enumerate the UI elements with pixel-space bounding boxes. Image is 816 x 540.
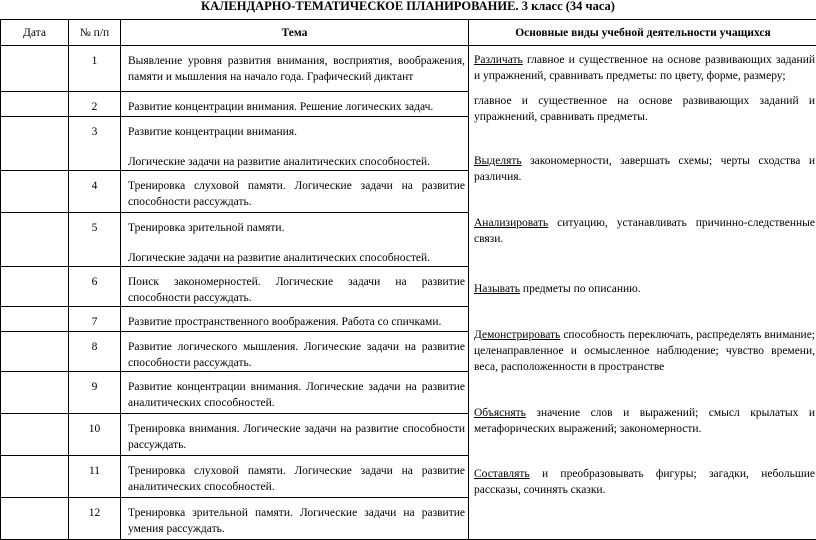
- topic-text: Развитие концентрации внимания. Решение логических задач.: [128, 99, 465, 115]
- date-cell: [1, 498, 69, 540]
- activity-text: и преобразовывать фигуры; загадки, небольшие рассказы, сочинять сказки.: [474, 468, 815, 496]
- lesson-number: 5: [69, 213, 121, 267]
- activity-verb: Составлять: [474, 468, 530, 480]
- date-cell: [1, 456, 69, 498]
- lesson-number: 3: [69, 117, 121, 171]
- topic-text: Развитие концентрации внимания. Логические задачи на развитие аналитических способностей.: [128, 379, 465, 411]
- lesson-topic: [121, 456, 469, 498]
- lesson-topic: [121, 332, 469, 372]
- date-cell: [1, 372, 69, 414]
- date-cell: [1, 46, 69, 92]
- date-cell: [1, 117, 69, 171]
- lesson-number: 11: [69, 456, 121, 498]
- activity-text: главное и существенное на основе развивающих заданий и упражнений, сравнивать предметы.: [474, 95, 815, 123]
- date-cell: [1, 267, 69, 307]
- lesson-topic: [121, 171, 469, 213]
- activity-verb: Демонстрировать: [474, 329, 560, 341]
- activity-text: ситуацию, устанавливать причинно-следственные связи.: [474, 217, 815, 245]
- topic-text: Развитие концентрации внимания.: [128, 124, 465, 140]
- lesson-topic: [121, 117, 469, 171]
- activity-item: [474, 466, 815, 498]
- activity-item: [474, 281, 815, 297]
- activity-verb: Называть: [474, 283, 520, 295]
- activity-item: [474, 93, 815, 125]
- date-cell: [1, 92, 69, 117]
- lesson-number: 9: [69, 372, 121, 414]
- activity-text: предметы по описанию.: [520, 283, 641, 295]
- activity-text: способность переключать, распределять внимание; целенаправленное и осмысленное наблюдение; чувство времени, веса, расположенности в пространстве: [474, 329, 815, 373]
- topic-text-secondary: Логические задачи на развитие аналитических способностей.: [128, 154, 465, 170]
- lesson-number: 4: [69, 171, 121, 213]
- lesson-number: 8: [69, 332, 121, 372]
- activity-text: значение слов и выражений; смысл крылатых и метафорических выражений; закономерности.: [474, 407, 815, 435]
- date-cell: [1, 414, 69, 456]
- topic-text: Выявление уровня развития внимания, восприятия, воображения, памяти и мышления на начало года. Графический диктант: [128, 53, 465, 85]
- activity-verb: Различать: [474, 54, 523, 66]
- topic-text: Развитие логического мышления. Логические задачи на развитие способности рассуждать.: [128, 339, 465, 371]
- topic-text: Тренировка зрительной памяти. Логические задачи на развитие умения рассуждать.: [128, 505, 465, 537]
- lesson-number: 10: [69, 414, 121, 456]
- lesson-topic: [121, 92, 469, 117]
- topic-text: Тренировка слуховой памяти. Логические задачи на развитие аналитических способностей.: [128, 463, 465, 495]
- topic-text: Тренировка внимания. Логические задачи на развитие способности рассуждать.: [128, 421, 465, 453]
- lesson-topic: [121, 372, 469, 414]
- topic-text: Развитие пространственного воображения. Работа со спичками.: [128, 314, 465, 330]
- date-cell: [1, 332, 69, 372]
- activity-verb: Объяснять: [474, 407, 526, 419]
- lesson-topic: [121, 267, 469, 307]
- page-title: КАЛЕНДАРНО-ТЕМАТИЧЕСКОЕ ПЛАНИРОВАНИЕ. 3 класс (34 часа): [0, 0, 816, 13]
- topic-text: Тренировка слуховой памяти. Логические задачи на развитие способности рассуждать.: [128, 178, 465, 210]
- lesson-number: 1: [69, 46, 121, 92]
- activity-item: [474, 215, 815, 247]
- plan-table: [0, 19, 816, 540]
- header-topic: Тема: [121, 20, 469, 46]
- activity-text: главное и существенное на основе развивающих заданий и упражнений, сравнивать предметы: по цвету, форме, размеру;: [474, 54, 815, 82]
- table-row: [1, 46, 816, 92]
- lesson-topic: [121, 213, 469, 267]
- activities-cell: [469, 46, 816, 540]
- activity-item: [474, 153, 815, 185]
- lesson-number: 7: [69, 307, 121, 332]
- topic-text-secondary: Логические задачи на развитие аналитических способностей.: [128, 250, 465, 266]
- lesson-topic: [121, 414, 469, 456]
- lesson-topic: [121, 307, 469, 332]
- activity-text: закономерности, завершать схемы; черты сходства и различия.: [474, 155, 815, 183]
- topic-text: Поиск закономерностей. Логические задачи на развитие способности рассуждать.: [128, 274, 465, 306]
- lesson-topic: [121, 498, 469, 540]
- topic-text: Тренировка зрительной памяти.: [128, 220, 465, 236]
- lesson-topic: [121, 46, 469, 92]
- lesson-number: 12: [69, 498, 121, 540]
- date-cell: [1, 307, 69, 332]
- header-number: № п/п: [69, 20, 121, 46]
- header-row: [1, 20, 816, 46]
- date-cell: [1, 171, 69, 213]
- date-cell: [1, 213, 69, 267]
- lesson-number: 2: [69, 92, 121, 117]
- lesson-number: 6: [69, 267, 121, 307]
- header-date: Дата: [1, 20, 69, 46]
- activity-item: [474, 405, 815, 437]
- activity-verb: Анализировать: [474, 217, 548, 229]
- header-activities: Основные виды учебной деятельности учащихся: [469, 20, 816, 46]
- activity-verb: Выделять: [474, 155, 522, 167]
- activity-item: [474, 327, 815, 375]
- activity-item: [474, 52, 815, 84]
